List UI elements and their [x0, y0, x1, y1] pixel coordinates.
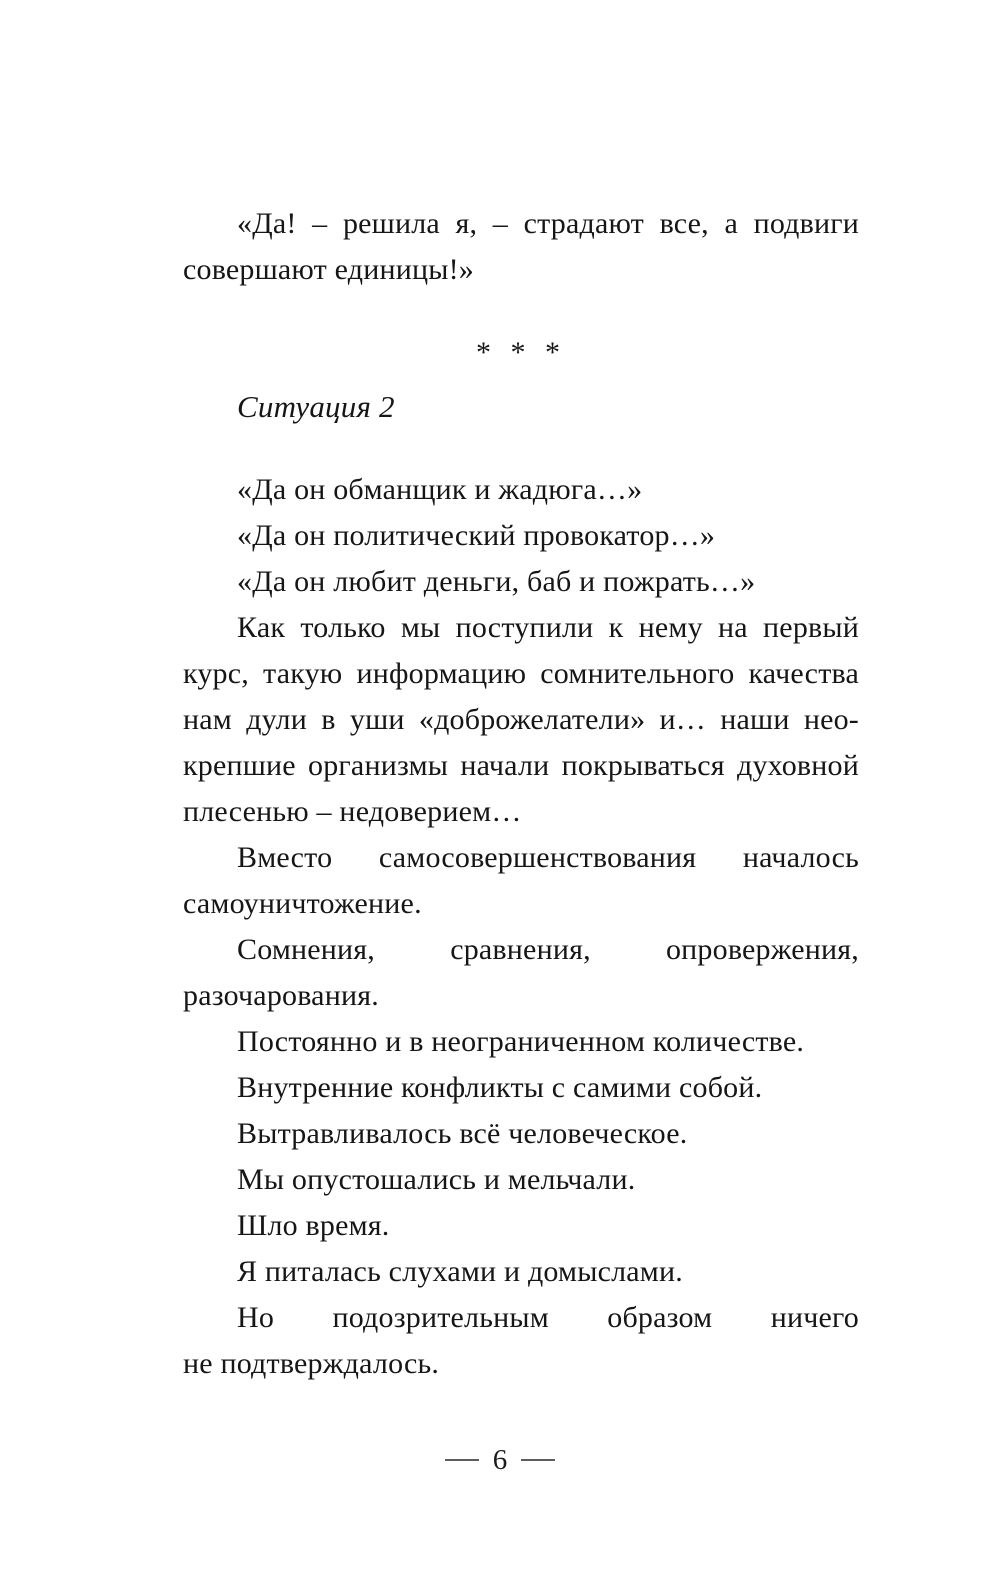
text-line: не подтверждалось. [183, 1347, 440, 1380]
paragraph [183, 1295, 859, 1387]
paragraph [183, 467, 859, 513]
paragraph [183, 927, 859, 1019]
text-line: Внутренние конфликты с самими собой. [237, 1071, 763, 1104]
text-line: Но подозрительным образом ничего [237, 1301, 859, 1334]
section-heading: Ситуация 2 [237, 389, 395, 424]
text-line: разочарования. [183, 979, 379, 1012]
paragraph [183, 1203, 859, 1249]
page-number: 6 [492, 1444, 508, 1476]
text-line: совершают единицы!» [183, 253, 475, 286]
text-line: самоуничтожение. [183, 887, 422, 920]
paragraph [183, 1111, 859, 1157]
page-footer [0, 1440, 1000, 1480]
text-line: Вместо самосовершенствования началось [237, 841, 859, 874]
text-line: «Да! – решила я, – страдают все, а подвиги [237, 207, 859, 240]
text-line: «Да он обманщик и жадюга…» [237, 473, 643, 506]
text-line: Я питалась слухами и домыслами. [237, 1255, 683, 1288]
page-content [183, 201, 859, 1387]
text-line: «Да он любит деньги, баб и пожрать…» [237, 565, 756, 598]
text-line: Вытравливалось всё человеческое. [237, 1117, 688, 1150]
paragraph [183, 835, 859, 927]
section-separator: * * * [476, 336, 566, 369]
text-line: Сомнения, сравнения, опровержения, [237, 933, 859, 966]
text-line: Постоянно и в неограниченном количестве. [237, 1025, 805, 1058]
paragraph [183, 605, 859, 835]
text-line: нам дули в уши «доброжелатели» и… наши нео- [183, 703, 859, 736]
text-line: курс, такую информацию сомнительного качества [183, 657, 859, 690]
paragraph [183, 1157, 859, 1203]
text-line: Как только мы поступили к нему на первый [237, 611, 859, 644]
text-line: Шло время. [237, 1209, 390, 1242]
paragraph [183, 201, 859, 293]
paragraph [183, 1065, 859, 1111]
paragraph [183, 559, 859, 605]
paragraph [183, 1019, 859, 1065]
paragraph [183, 1249, 859, 1295]
paragraph [183, 513, 859, 559]
text-line: крепшие организмы начали покрываться духовной [183, 749, 859, 782]
folio-rule-left [445, 1459, 479, 1461]
text-line: «Да он политический провокатор…» [237, 519, 716, 552]
text-line: плесенью – недоверием… [183, 795, 522, 828]
text-line: Мы опустошались и мельчали. [237, 1163, 636, 1196]
folio-rule-right [521, 1459, 555, 1461]
